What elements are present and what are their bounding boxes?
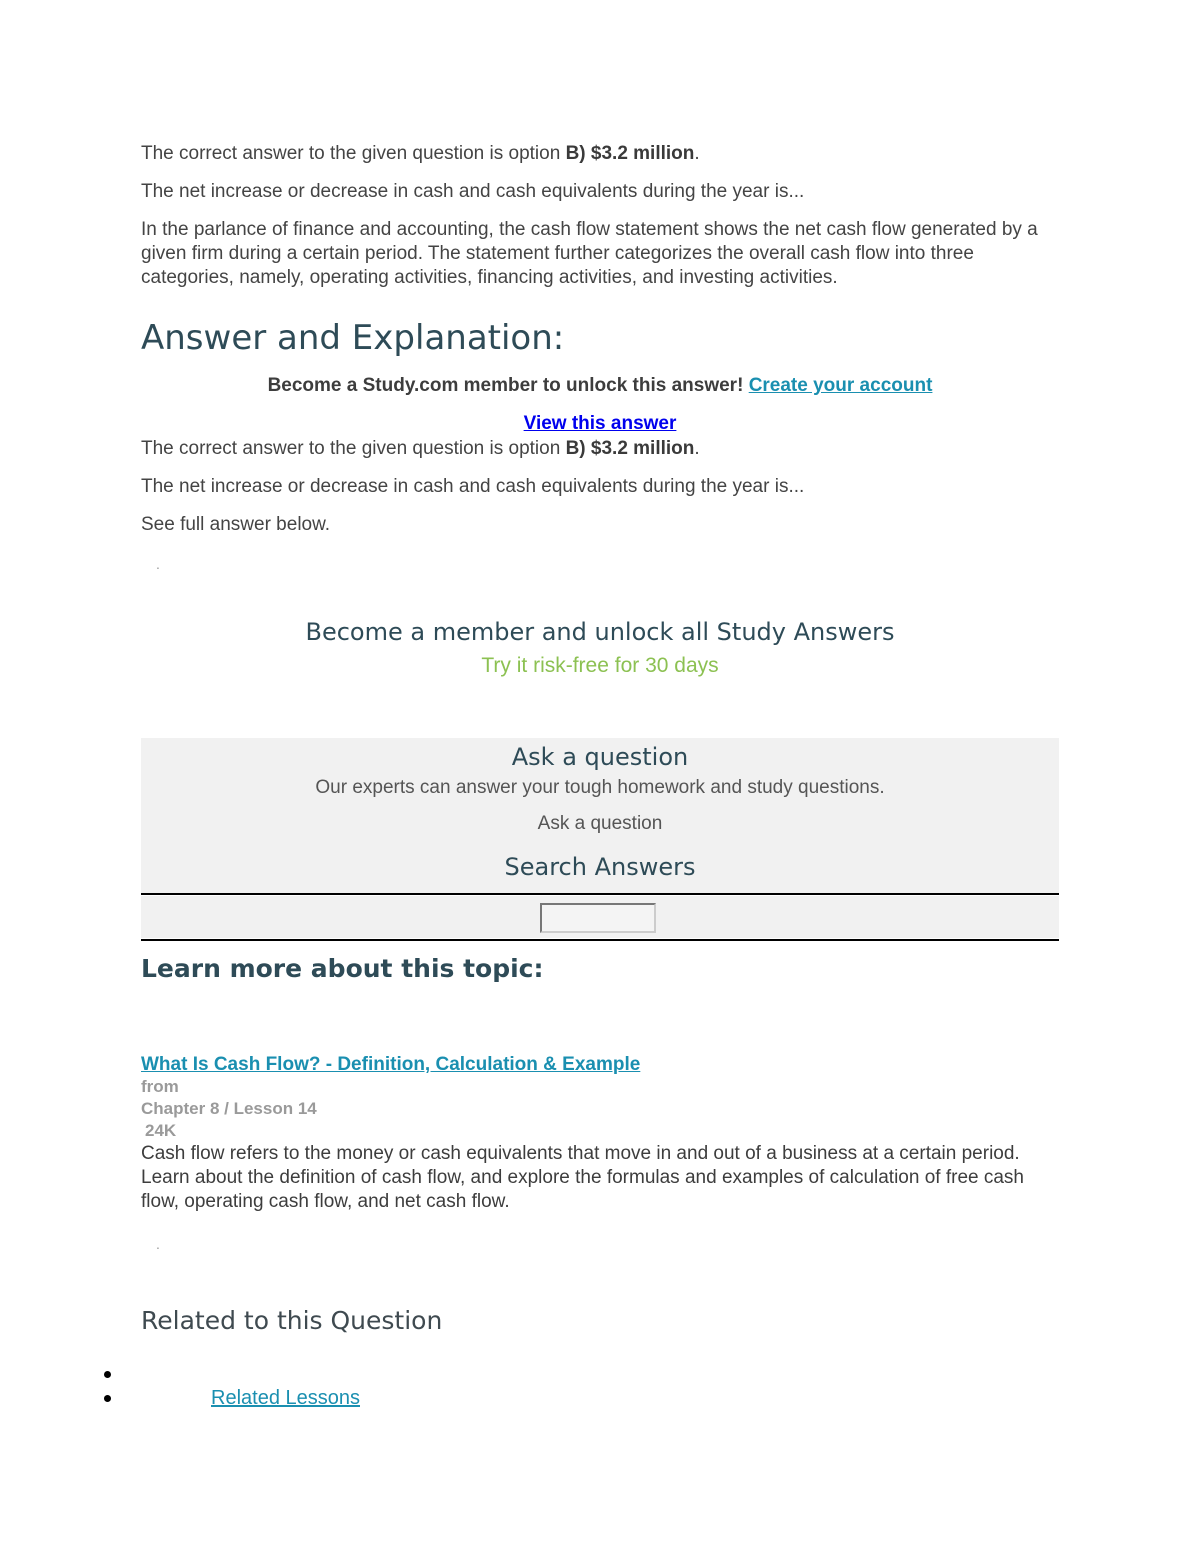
member-subtitle[interactable]: Try it risk-free for 30 days [481, 654, 719, 677]
see-full-answer: See full answer below. [141, 514, 331, 535]
learn-more-heading: Learn more about this topic: [141, 954, 544, 983]
unlock-text: Become a Study.com member to unlock this answer! [267, 375, 749, 396]
correct-answer-prefix: The correct answer to the given question is option [141, 143, 566, 164]
member-banner [141, 618, 1059, 678]
bullet-empty [104, 1371, 111, 1378]
correct-answer-line [141, 142, 1059, 166]
lesson-views: 24K [145, 1121, 177, 1140]
ask-question-description: Our experts can answer your tough homework and study questions. [315, 777, 885, 798]
net-change-line: The net increase or decrease in cash and cash equivalents during the year is... [141, 181, 805, 202]
correct-answer-value: B) $3.2 million [565, 143, 695, 164]
search-input[interactable] [540, 903, 656, 933]
answer-correct-line [141, 437, 1059, 461]
view-answer-row [141, 413, 1059, 435]
lesson-from: from [141, 1077, 179, 1096]
lesson-separator-dot: . [156, 1236, 160, 1252]
search-top-rule [141, 893, 1059, 895]
lesson-chapter[interactable]: Chapter 8 / Lesson 14 [141, 1099, 317, 1118]
create-account-link[interactable]: Create your account [748, 375, 933, 396]
answer-explanation-heading: Answer and Explanation: [141, 318, 565, 358]
answer-correct-prefix: The correct answer to the given question is option [141, 438, 566, 459]
member-title: Become a member and unlock all Study Answers [305, 618, 895, 646]
related-heading: Related to this Question [141, 1306, 443, 1335]
view-answer-link[interactable]: View this answer [523, 413, 677, 434]
lesson-card [141, 1054, 1059, 1214]
answer-correct-suffix: . [694, 438, 700, 459]
separator-dot: . [156, 556, 160, 572]
related-lessons-link[interactable]: Related Lessons [211, 1387, 360, 1409]
lesson-description: Cash flow refers to the money or cash equivalents that move in and out of a business at a certain period. Learn about the definition of cash flow, and explore the formulas and examples of calculation of free cash flow, operating cash flow, and net cash flow. [141, 1143, 1024, 1212]
answer-correct-value: B) $3.2 million [565, 438, 695, 459]
ask-question-link[interactable]: Ask a question [537, 813, 663, 834]
ask-question-title: Ask a question [511, 743, 689, 771]
answer-net-line: The net increase or decrease in cash and cash equivalents during the year is... [141, 476, 805, 497]
unlock-line [141, 375, 1059, 397]
bullet-related-lessons [104, 1395, 111, 1402]
cash-flow-explanation: In the parlance of finance and accounting, the cash flow statement shows the net cash flow generated by a given firm during a certain period. The statement further categorizes the overall cash flow into three categories, namely, operating activities, financing activities, and investing activities. [141, 219, 1038, 288]
ask-question-content [141, 743, 1059, 881]
search-bottom-rule [141, 939, 1059, 941]
lesson-title-link[interactable]: What Is Cash Flow? - Definition, Calculation & Example [141, 1054, 641, 1075]
correct-answer-suffix: . [694, 143, 700, 164]
search-answers-title: Search Answers [504, 853, 696, 881]
